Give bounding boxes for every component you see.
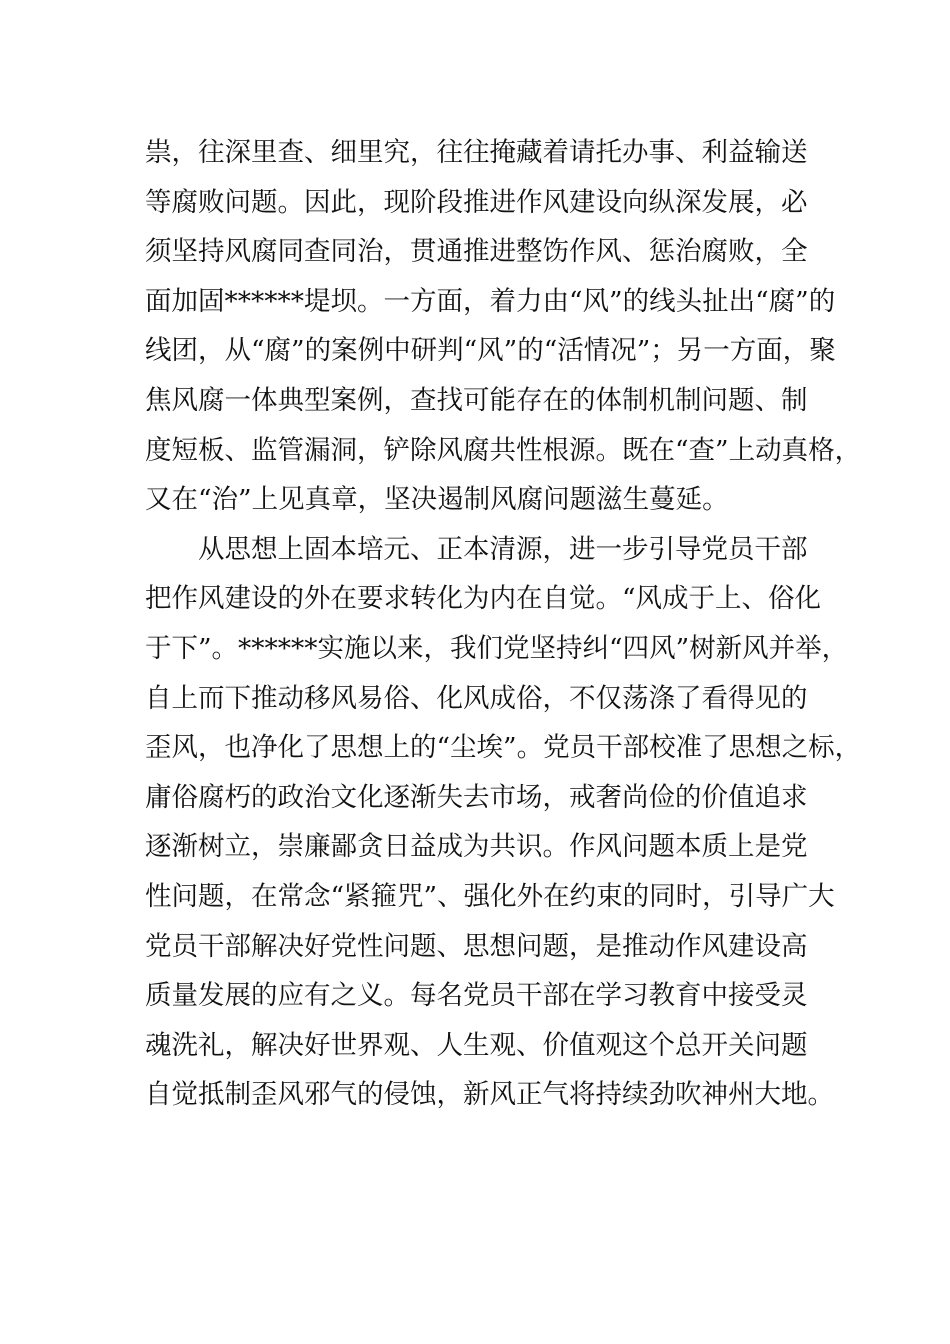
paragraph-2 (145, 525, 862, 1120)
text-line: 党员干部解决好党性问题、思想问题，是推动作风建设高 (145, 930, 808, 962)
text-line: 面加固******堤坝。一方面，着力由“风”的线头扯出“腐”的 (145, 285, 836, 317)
text-line: 魂洗礼，解决好世界观、人生观、价值观这个总开关问题 (145, 1029, 808, 1061)
text-line: 线团，从“腐”的案例中研判“风”的“活情况”；另一方面，聚 (145, 335, 836, 367)
text-line: 质量发展的应有之义。每名党员干部在学习教育中接受灵 (145, 980, 808, 1012)
text-line: 自上而下推动移风易俗、化风成俗，不仅荡涤了看得见的 (145, 682, 808, 714)
text-line: 于下”。******实施以来，我们党坚持纠“四风”树新风并举， (145, 632, 849, 664)
text-line: 等腐败问题。因此，现阶段推进作风建设向纵深发展，必 (145, 186, 808, 218)
text-line: 庸俗腐朽的政治文化逐渐失去市场，戒奢尚俭的价值追求 (145, 781, 808, 813)
text-line: 祟，往深里查、细里究，往往掩藏着请托办事、利益输送 (145, 137, 808, 168)
text-line: 歪风，也净化了思想上的“尘埃”。党员干部校准了思想之标， (145, 732, 862, 764)
text-line: 焦风腐一体典型案例，查找可能存在的体制机制问题、制 (145, 384, 808, 416)
text-line: 逐渐树立，崇廉鄙贪日益成为共识。作风问题本质上是党 (145, 831, 808, 863)
text-line: 又在“治”上见真章，坚决遏制风腐问题滋生蔓延。 (145, 484, 729, 516)
text-line: 自觉抵制歪风邪气的侵蚀，新风正气将持续劲吹神州大地。 (145, 1079, 834, 1111)
text-line: 把作风建设的外在要求转化为内在自觉。“风成于上、俗化 (145, 583, 822, 615)
document-body (145, 128, 862, 1120)
paragraph-1 (145, 128, 862, 525)
text-line: 须坚持风腐同查同治，贯通推进整饬作风、惩治腐败，全 (145, 236, 808, 268)
text-line: 性问题，在常念“紧箍咒”、强化外在约束的同时，引导广大 (145, 880, 835, 912)
text-line: 度短板、监管漏洞，铲除风腐共性根源。既在“查”上动真格， (145, 434, 862, 466)
text-line: 从思想上固本培元、正本清源，进一步引导党员干部 (198, 533, 808, 565)
